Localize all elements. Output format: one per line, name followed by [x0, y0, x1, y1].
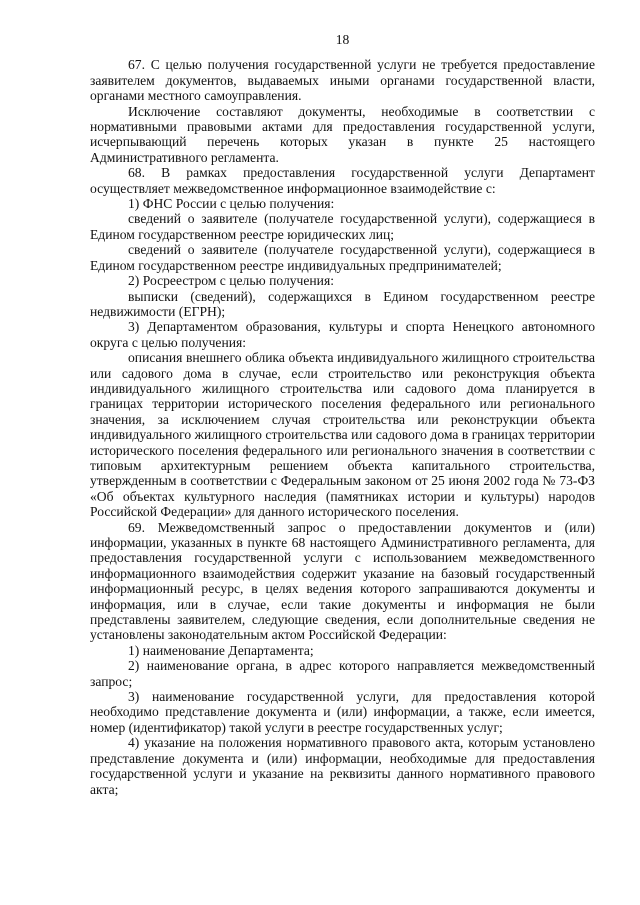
page-number: 18	[335, 32, 350, 47]
list-item-department-culture: 3) Департаментом образования, культуры и спорта Ненецкого автономного округа с целью получения:	[90, 319, 595, 350]
list-subitem-egrul: сведений о заявителе (получателе государственной услуги), содержащиеся в Едином государственном реестре юридических лиц;	[90, 211, 595, 242]
list-subitem-egrip: сведений о заявителе (получателе государственной услуги), содержащиеся в Едином государственном реестре индивидуальных предпринимателей;	[90, 242, 595, 273]
list-subitem-egrn: выписки (сведений), содержащихся в Едином государственном реестре недвижимости (ЕГРН);	[90, 288, 595, 319]
list-item-service-name: 3) наименование государственной услуги, для предоставления которой необходимо представление документа и (или) информации, а также, если имеется, номер (идентификатор) такой услуги в реестре государственных услуг;	[90, 689, 595, 735]
paragraph-69: 69. Межведомственный запрос о предоставлении документов и (или) информации, указанных в пункте 68 настоящего Административного регламента, для предоставления государственной услуги с использованием межведомственного информационного взаимодействия содержит указание на базовый государственный информационный ресурс, в целях ведения которого запрашиваются документы и информация, или в случае, если такие документы и информация не были представлены заявителем, следующие сведения, если дополнительные сведения не установлены законодательным актом Российской Федерации:	[90, 519, 595, 643]
paragraph-68: 68. В рамках предоставления государственной услуги Департамент осуществляет межведомственное информационное взаимодействие с:	[90, 165, 595, 196]
list-item-legal-act: 4) указание на положения нормативного правового акта, которым установлено представление документа и (или) информации, необходимые для предоставления государственной услуги и указание на реквизиты данного нормативного правового акта;	[90, 735, 595, 797]
paragraph-67: 67. С целью получения государственной услуги не требуется предоставление заявителем документов, выдаваемых иными органами государственной власти, органами местного самоуправления.	[90, 57, 595, 104]
list-item-department-name: 1) наименование Департамента;	[128, 642, 314, 658]
list-subitem-external-appearance: описания внешнего облика объекта индивидуального жилищного строительства или садового дома в случае, если строительство или реконструкция объекта индивидуального жилищного строительства или садового дома планируется в границах территории исторического поселения федерального или регионального значения, за исключением случая строительства или реконструкции объекта индивидуального жилищного строительства или садового дома в границах территории исторического поселения федерального или регионального значения в соответствии с типовым архитектурным решением объекта капитального строительства, утвержденным в соответствии с Федеральным законом от 25 июня 2002 года № 73-ФЗ «Об объектах культурного наследия (памятниках истории и культуры) народов Российской Федерации» для данного исторического поселения.	[90, 350, 595, 520]
list-item-recipient-organ: 2) наименование органа, в адрес которого направляется межведомственный запрос;	[90, 658, 595, 689]
list-item-fns: 1) ФНС России с целью получения:	[128, 196, 335, 212]
document-body	[90, 57, 595, 797]
list-item-rosreestr: 2) Росреестром с целью получения:	[128, 273, 334, 289]
paragraph-67-exception: Исключение составляют документы, необходимые в соответствии с нормативными правовыми актами для предоставления государственной услуги, исчерпывающий перечень которых указан в пункте 25 настоящего Административного регламента.	[90, 103, 595, 165]
